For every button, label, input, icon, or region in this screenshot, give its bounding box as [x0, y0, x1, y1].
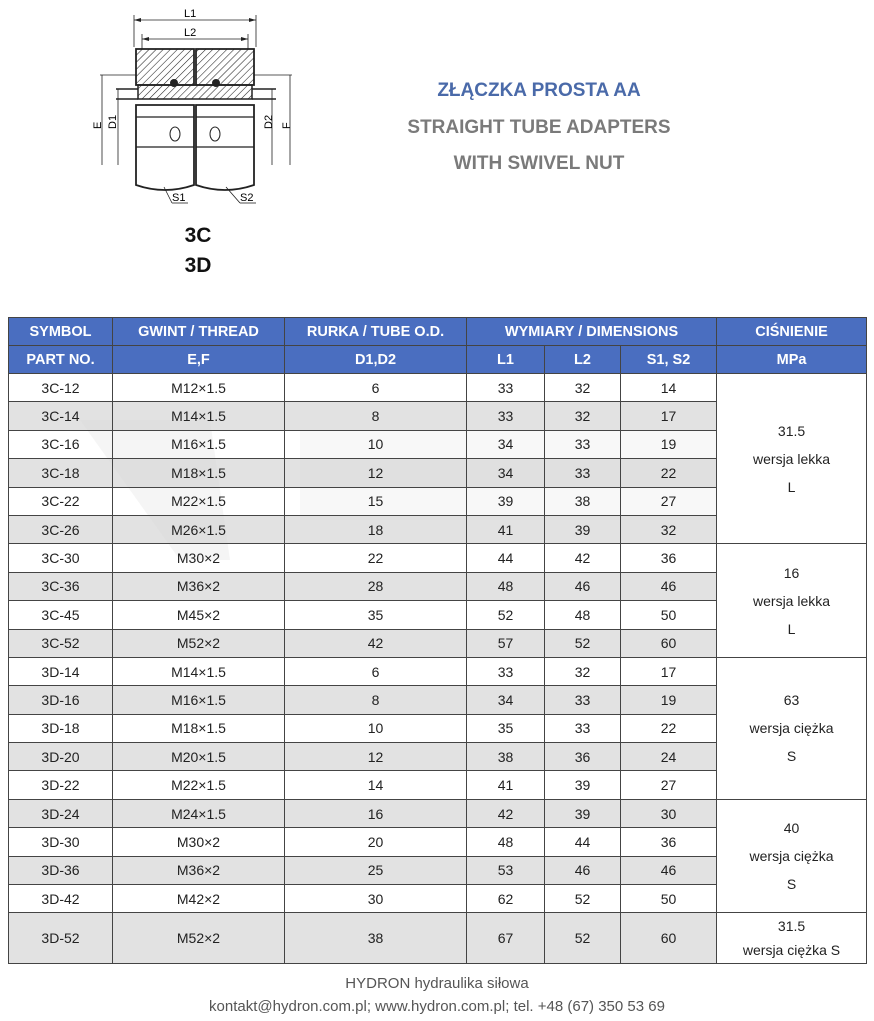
cell-s: 36 [621, 828, 717, 856]
cell-l2: 48 [545, 601, 621, 629]
table-row [9, 799, 867, 827]
dim-label-d2: D2 [263, 114, 275, 129]
cell-symbol: 3D-20 [9, 743, 113, 771]
cell-symbol: 3D-30 [9, 828, 113, 856]
cell-l2: 46 [545, 572, 621, 600]
cell-l2: 42 [545, 544, 621, 572]
cell-l1: 39 [467, 487, 545, 515]
header-tube: RURKA / TUBE O.D. [285, 318, 467, 346]
cell-symbol: 3D-18 [9, 714, 113, 742]
cell-thread: M20×1.5 [113, 743, 285, 771]
cell-s: 60 [621, 629, 717, 657]
cell-s: 19 [621, 430, 717, 458]
cell-thread: M16×1.5 [113, 686, 285, 714]
cell-tube: 22 [285, 544, 467, 572]
cell-symbol: 3C-52 [9, 629, 113, 657]
pressure-group [717, 913, 867, 964]
footer-company: HYDRON hydraulika siłowa [345, 975, 529, 992]
cell-l2: 32 [545, 657, 621, 685]
header-symbol: SYMBOL [9, 318, 113, 346]
cell-tube: 12 [285, 459, 467, 487]
cell-s: 46 [621, 572, 717, 600]
cell-s: 22 [621, 459, 717, 487]
cell-l2: 39 [545, 515, 621, 543]
pressure-value: 16 [783, 564, 800, 581]
cell-l1: 34 [467, 686, 545, 714]
cell-l1: 53 [467, 856, 545, 884]
pressure-value: 31.5 [777, 422, 806, 439]
cell-l1: 34 [467, 430, 545, 458]
cell-l2: 39 [545, 799, 621, 827]
title-polish: ZŁĄCZKA PROSTA AA [437, 80, 641, 101]
cell-symbol: 3D-24 [9, 799, 113, 827]
cell-symbol: 3C-36 [9, 572, 113, 600]
cell-tube: 6 [285, 657, 467, 685]
cell-l2: 32 [545, 374, 621, 402]
header-row-1 [9, 318, 867, 346]
cell-thread: M14×1.5 [113, 402, 285, 430]
cell-symbol: 3D-36 [9, 856, 113, 884]
dim-label-s1: S1 [172, 192, 186, 204]
cell-s: 46 [621, 856, 717, 884]
cell-thread: M36×2 [113, 856, 285, 884]
cell-s: 22 [621, 714, 717, 742]
header-s1s2: S1, S2 [621, 346, 717, 374]
cell-s: 14 [621, 374, 717, 402]
cell-tube: 25 [285, 856, 467, 884]
cell-symbol: 3C-30 [9, 544, 113, 572]
cell-l1: 35 [467, 714, 545, 742]
cell-symbol: 3C-12 [9, 374, 113, 402]
cell-thread: M52×2 [113, 913, 285, 964]
cell-thread: M45×2 [113, 601, 285, 629]
pressure-series: wersja ciężka S [742, 942, 841, 959]
cell-s: 27 [621, 487, 717, 515]
cell-l1: 33 [467, 657, 545, 685]
cell-l2: 32 [545, 402, 621, 430]
pressure-group [717, 374, 867, 544]
cell-symbol: 3C-26 [9, 515, 113, 543]
cell-s: 17 [621, 402, 717, 430]
cell-tube: 10 [285, 430, 467, 458]
cell-symbol: 3D-22 [9, 771, 113, 799]
cell-symbol: 3D-42 [9, 885, 113, 913]
cell-l2: 44 [545, 828, 621, 856]
cell-l1: 41 [467, 771, 545, 799]
title-english-line1: STRAIGHT TUBE ADAPTERS [407, 117, 671, 138]
cell-s: 60 [621, 913, 717, 964]
cell-l1: 62 [467, 885, 545, 913]
cell-l1: 57 [467, 629, 545, 657]
spec-table [8, 317, 867, 964]
cell-tube: 38 [285, 913, 467, 964]
cell-tube: 42 [285, 629, 467, 657]
cell-l2: 38 [545, 487, 621, 515]
cell-thread: M42×2 [113, 885, 285, 913]
cell-thread: M30×2 [113, 828, 285, 856]
cell-tube: 30 [285, 885, 467, 913]
cell-symbol: 3C-14 [9, 402, 113, 430]
cell-tube: 15 [285, 487, 467, 515]
cell-thread: M12×1.5 [113, 374, 285, 402]
pressure-group [717, 657, 867, 799]
cell-s: 50 [621, 601, 717, 629]
dim-label-d1: D1 [107, 114, 119, 129]
pressure-value: 31.5 [777, 918, 806, 935]
cell-thread: M18×1.5 [113, 714, 285, 742]
pressure-value: 40 [783, 820, 800, 837]
cell-thread: M18×1.5 [113, 459, 285, 487]
header-l2: L2 [545, 346, 621, 374]
cell-l1: 48 [467, 828, 545, 856]
header-l1: L1 [467, 346, 545, 374]
cell-l2: 52 [545, 913, 621, 964]
dim-label-l2: L2 [184, 27, 197, 39]
pressure-group [717, 799, 867, 913]
cell-l2: 36 [545, 743, 621, 771]
technical-drawing [80, 5, 310, 220]
cell-l2: 52 [545, 629, 621, 657]
header-row-2 [9, 346, 867, 374]
cell-l2: 33 [545, 714, 621, 742]
cell-symbol: 3D-14 [9, 657, 113, 685]
pressure-code: S [786, 876, 797, 893]
cell-tube: 16 [285, 799, 467, 827]
model-code-3d: 3D [184, 254, 212, 277]
cell-l2: 39 [545, 771, 621, 799]
table-row [9, 657, 867, 685]
title-english-line2: WITH SWIVEL NUT [453, 153, 625, 174]
pressure-series: wersja lekka [753, 592, 831, 609]
cell-s: 24 [621, 743, 717, 771]
cell-thread: M52×2 [113, 629, 285, 657]
header-part-no: PART NO. [9, 346, 113, 374]
cell-l1: 34 [467, 459, 545, 487]
header-mpa: MPa [717, 346, 867, 374]
header-d1d2: D1,D2 [285, 346, 467, 374]
cell-tube: 20 [285, 828, 467, 856]
cell-s: 36 [621, 544, 717, 572]
cell-l1: 38 [467, 743, 545, 771]
dim-label-l1: L1 [184, 8, 197, 20]
cell-thread: M22×1.5 [113, 771, 285, 799]
dim-label-f: F [281, 122, 293, 129]
cell-s: 19 [621, 686, 717, 714]
cell-tube: 28 [285, 572, 467, 600]
header-ef: E,F [113, 346, 285, 374]
cell-l2: 33 [545, 459, 621, 487]
cell-thread: M36×2 [113, 572, 285, 600]
pressure-code: L [787, 620, 796, 637]
cell-s: 50 [621, 885, 717, 913]
cell-symbol: 3C-16 [9, 430, 113, 458]
footer-contact: kontakt@hydron.com.pl; www.hydron.com.pl; tel. +48 (67) 350 53 69 [209, 998, 665, 1015]
dim-label-e: E [92, 121, 104, 129]
cell-symbol: 3C-22 [9, 487, 113, 515]
dim-label-s2: S2 [240, 192, 254, 204]
pressure-code: L [787, 478, 796, 495]
cell-l2: 52 [545, 885, 621, 913]
cell-tube: 8 [285, 402, 467, 430]
cell-symbol: 3C-18 [9, 459, 113, 487]
cell-s: 32 [621, 515, 717, 543]
cell-symbol: 3D-52 [9, 913, 113, 964]
cell-l1: 33 [467, 374, 545, 402]
cell-l2: 46 [545, 856, 621, 884]
pressure-series: wersja ciężka [749, 848, 834, 865]
cell-thread: M24×1.5 [113, 799, 285, 827]
pressure-series: wersja ciężka [749, 720, 834, 737]
cell-l2: 33 [545, 430, 621, 458]
cell-l1: 41 [467, 515, 545, 543]
cell-thread: M14×1.5 [113, 657, 285, 685]
cell-l2: 33 [545, 686, 621, 714]
cell-thread: M30×2 [113, 544, 285, 572]
table-row [9, 544, 867, 572]
cell-tube: 8 [285, 686, 467, 714]
pressure-code: S [786, 748, 797, 765]
cell-thread: M22×1.5 [113, 487, 285, 515]
pressure-group [717, 544, 867, 658]
model-code-3c: 3C [184, 224, 212, 247]
table-row [9, 374, 867, 402]
cell-thread: M26×1.5 [113, 515, 285, 543]
cell-tube: 10 [285, 714, 467, 742]
cell-thread: M16×1.5 [113, 430, 285, 458]
cell-s: 17 [621, 657, 717, 685]
cell-l1: 33 [467, 402, 545, 430]
spec-table-body [9, 374, 867, 964]
header-dimensions: WYMIARY / DIMENSIONS [467, 318, 717, 346]
cell-l1: 67 [467, 913, 545, 964]
cell-s: 30 [621, 799, 717, 827]
table-row [9, 913, 867, 964]
cell-tube: 18 [285, 515, 467, 543]
pressure-value: 63 [783, 692, 800, 709]
cell-l1: 44 [467, 544, 545, 572]
cell-tube: 6 [285, 374, 467, 402]
cell-l1: 52 [467, 601, 545, 629]
header-thread: GWINT / THREAD [113, 318, 285, 346]
cell-tube: 12 [285, 743, 467, 771]
pressure-series: wersja lekka [753, 450, 831, 467]
cell-s: 27 [621, 771, 717, 799]
header-pressure: CIŚNIENIE [717, 318, 867, 346]
cell-l1: 48 [467, 572, 545, 600]
cell-tube: 14 [285, 771, 467, 799]
cell-tube: 35 [285, 601, 467, 629]
cell-symbol: 3D-16 [9, 686, 113, 714]
cell-l1: 42 [467, 799, 545, 827]
cell-symbol: 3C-45 [9, 601, 113, 629]
